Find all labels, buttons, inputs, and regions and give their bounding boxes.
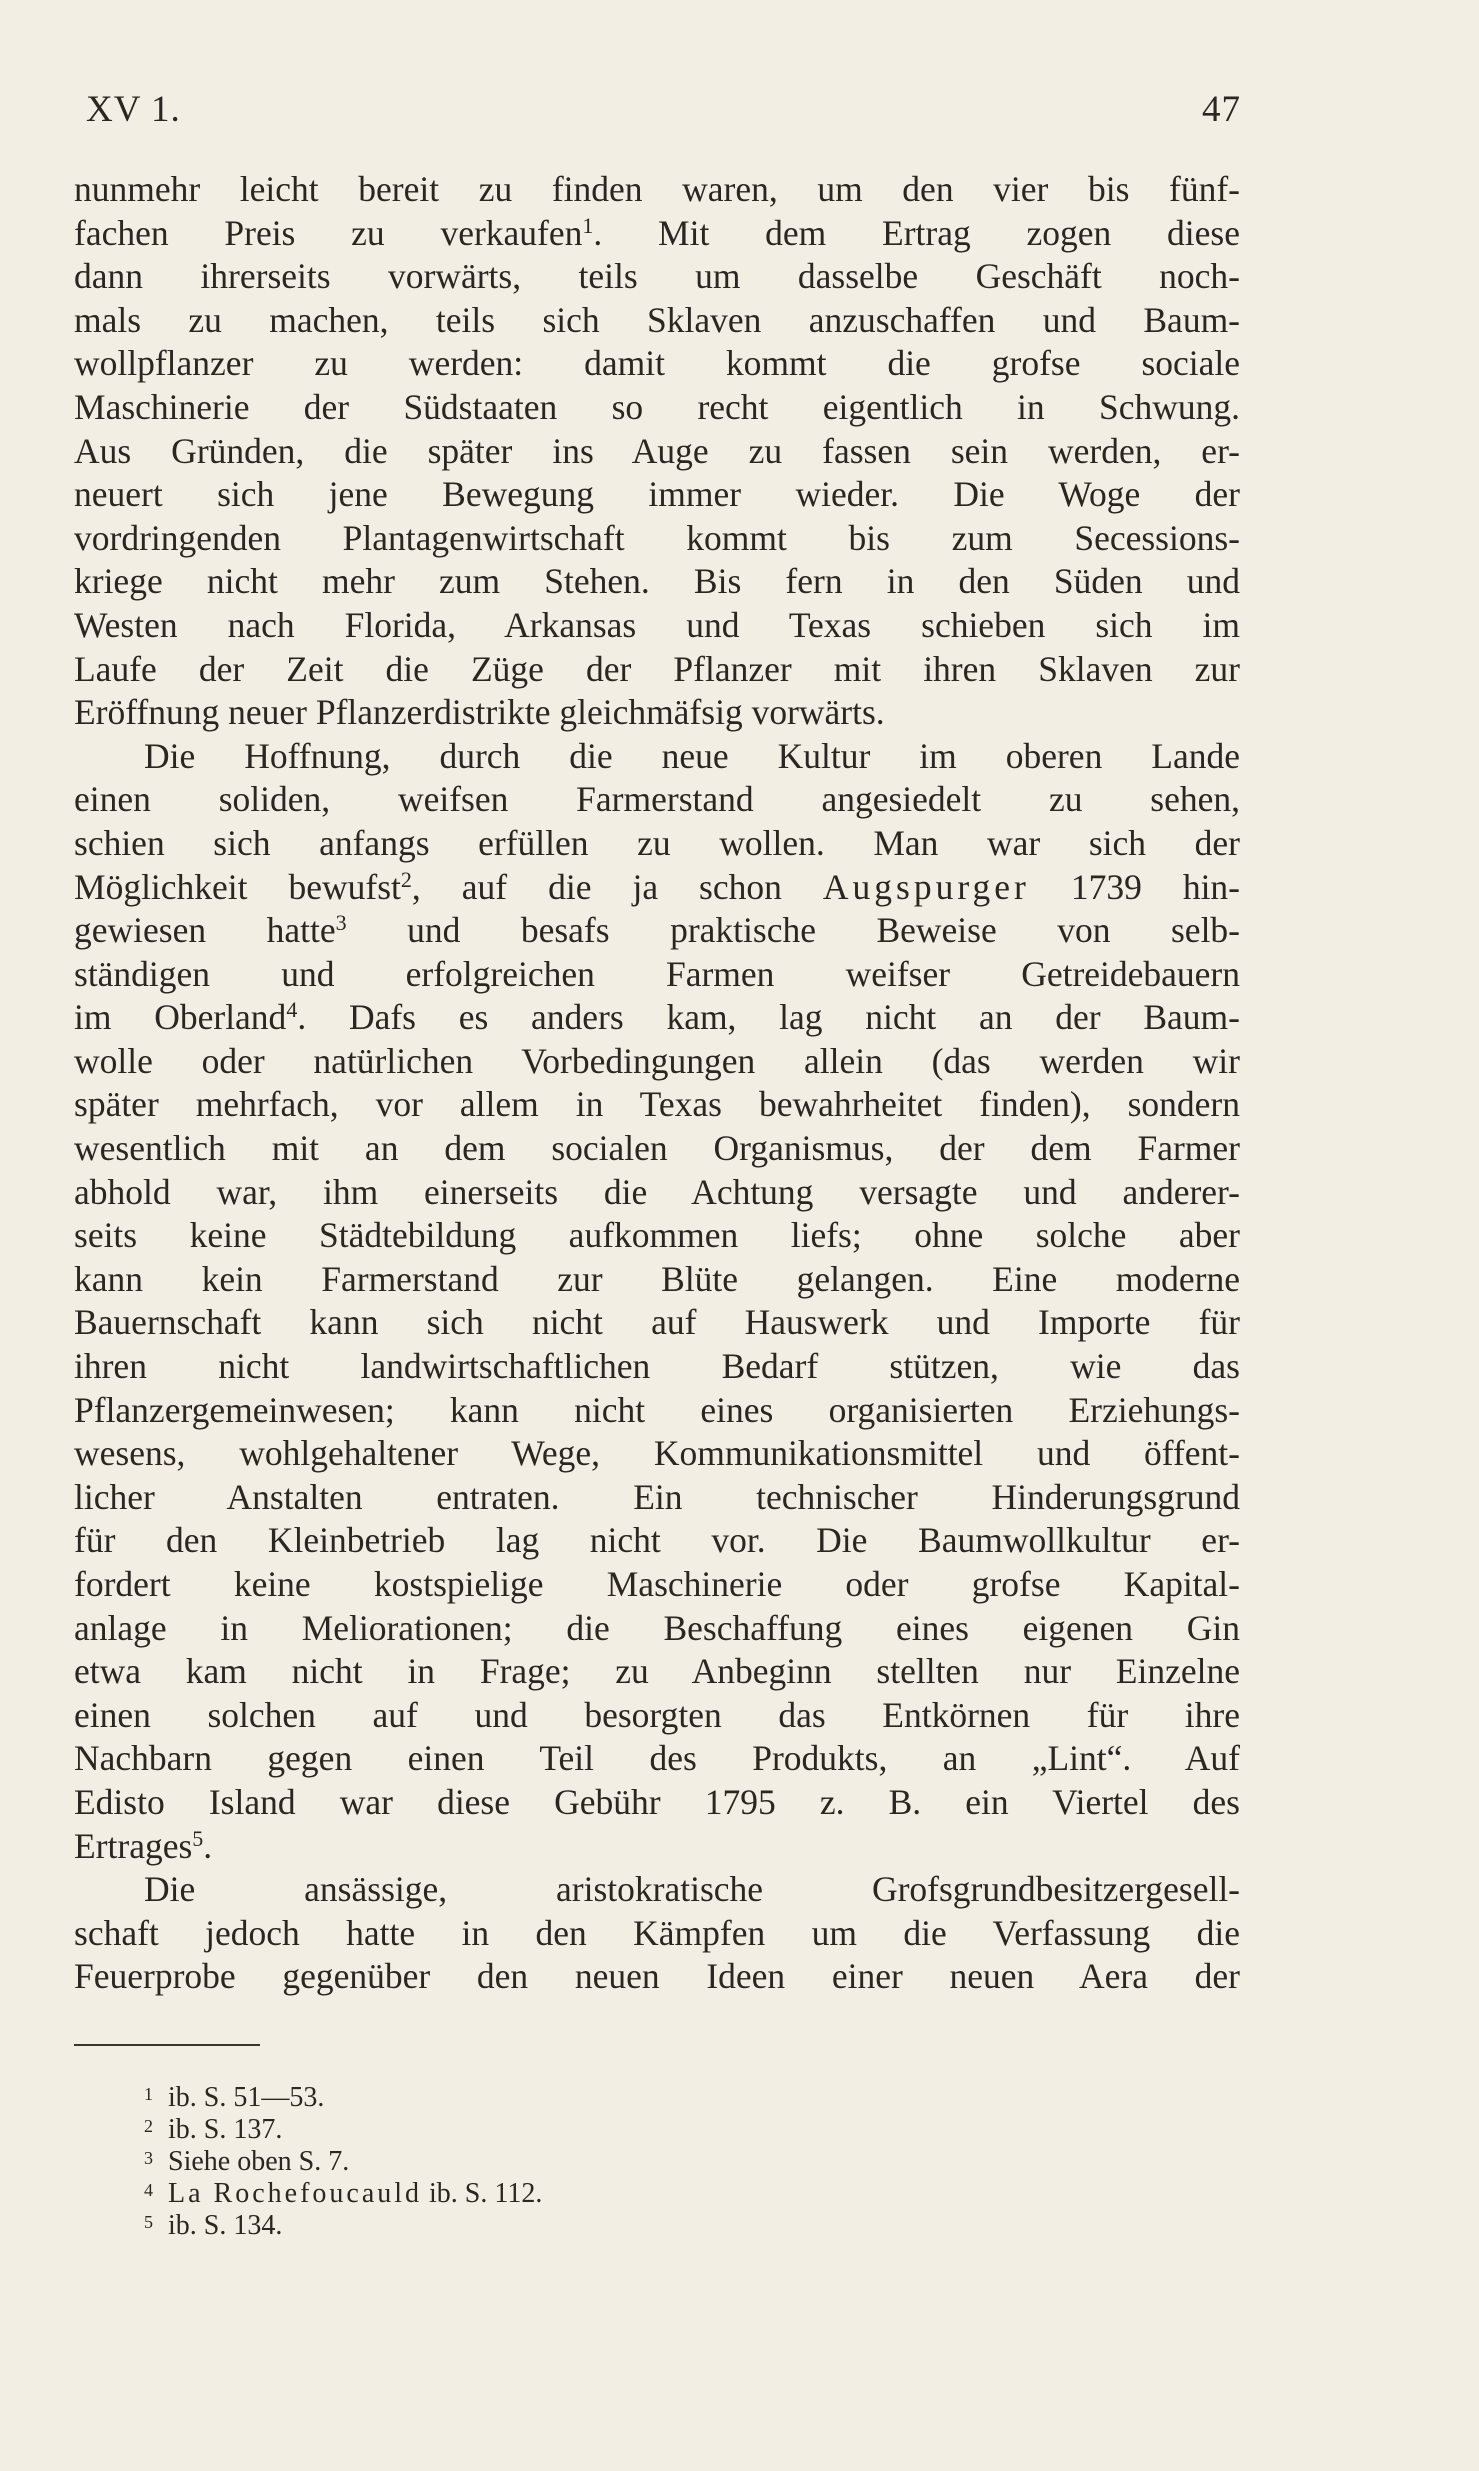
- footnote: [144, 2142, 844, 2177]
- text-line: wollpflanzer zu werden: damit kommt die grofse sociale: [74, 343, 1240, 384]
- page-number: 47: [1202, 89, 1241, 130]
- spaced-name: Augspurger: [822, 866, 1030, 907]
- footnote-text: ib. S. 112.: [422, 2178, 543, 2209]
- footnote: [144, 2174, 844, 2209]
- text-line: Bauernschaft kann sich nicht auf Hauswerk und Importe für: [74, 1302, 1240, 1343]
- text-line: Möglichkeit bewufst$^2$, auf die ja schon Augspurger 1739 hin-: [74, 866, 1241, 907]
- footnote-text: ib. S. 137.: [168, 2114, 283, 2145]
- text-line: Eröffnung neuer Pflanzerdistrikte gleichmäfsig vorwärts.: [74, 692, 885, 733]
- footnote-ref: 5: [192, 1825, 204, 1851]
- footnote-author: La Rochefoucauld: [168, 2178, 423, 2209]
- footnote-ref: 3: [335, 910, 347, 936]
- text-line: Pflanzergemeinwesen; kann nicht eines organisierten Erziehungs-: [74, 1389, 1240, 1430]
- footnote-text: ib. S. 51—53.: [168, 2082, 325, 2113]
- footnote-number: 1: [144, 2084, 153, 2104]
- footnote-ref: 4: [286, 997, 298, 1023]
- footnote-number: 2: [144, 2116, 153, 2136]
- footnote-number: 5: [144, 2212, 153, 2232]
- text-line: wolle oder natürlichen Vorbedingungen allein (das werden wir: [74, 1040, 1240, 1081]
- footnote-text: ib. S. 134.: [168, 2210, 283, 2241]
- footnote: [144, 2206, 844, 2241]
- volume-marker: XV 1.: [86, 89, 181, 130]
- text-line: Laufe der Zeit die Züge der Pflanzer mit ihren Sklaven zur: [74, 648, 1240, 689]
- text-line: später mehrfach, vor allem in Texas bewahrheitet finden), sondern: [74, 1084, 1240, 1125]
- text-line: abhold war, ihm einerseits die Achtung versagte und anderer-: [74, 1171, 1240, 1212]
- text-line: wesens, wohlgehaltener Wege, Kommunikationsmittel und öffent-: [74, 1433, 1240, 1474]
- text-line: kann kein Farmerstand zur Blüte gelangen. Eine moderne: [74, 1258, 1240, 1299]
- footnotes: [144, 2078, 844, 2241]
- text-line: für den Kleinbetrieb lag nicht vor. Die Baumwollkultur er-: [74, 1520, 1240, 1561]
- text-line: fachen Preis zu verkaufen$^1$. Mit dem Ertrag zogen diese: [74, 212, 1240, 253]
- text-line: vordringenden Plantagenwirtschaft kommt bis zum Secessions-: [74, 517, 1240, 558]
- text-line: ständigen und erfolgreichen Farmen weifser Getreidebauern: [74, 953, 1240, 994]
- footnote-text: Siehe oben S. 7.: [168, 2146, 350, 2177]
- footnote: [144, 2078, 844, 2113]
- text-line: im Oberland$^4$. Dafs es anders kam, lag nicht an der Baum-: [74, 997, 1240, 1038]
- text-line: kriege nicht mehr zum Stehen. Bis fern in den Süden und: [74, 561, 1240, 602]
- text-line: fordert keine kostspielige Maschinerie oder grofse Kapital-: [74, 1564, 1240, 1604]
- text-line: neuert sich jene Bewegung immer wieder. Die Woge der: [74, 474, 1240, 515]
- text-line: Die ansässige, aristokratische Grofsgrundbesitzergesell-: [144, 1869, 1240, 1910]
- text-line: wesentlich mit an dem socialen Organismus, der dem Farmer: [74, 1128, 1240, 1169]
- text-line: schien sich anfangs erfüllen zu wollen. Man war sich der: [74, 822, 1240, 863]
- text-line: etwa kam nicht in Frage; zu Anbeginn stellten nur Einzelne: [74, 1651, 1240, 1692]
- text-line: seits keine Städtebildung aufkommen liefs; ohne solche aber: [74, 1215, 1240, 1256]
- footnote-number: 3: [144, 2148, 153, 2168]
- text-line: Feuerprobe gegenüber den neuen Ideen einer neuen Aera der: [74, 1956, 1240, 1997]
- text-line: anlage in Meliorationen; die Beschaffung eines eigenen Gin: [74, 1607, 1240, 1648]
- text-line: Maschinerie der Südstaaten so recht eigentlich in Schwung.: [74, 386, 1240, 427]
- text-line: mals zu machen, teils sich Sklaven anzuschaffen und Baum-: [74, 299, 1240, 340]
- text-line: Nachbarn gegen einen Teil des Produkts, an „Lint“. Auf: [74, 1738, 1240, 1779]
- main-text: [74, 168, 1240, 1999]
- text-line: ihren nicht landwirtschaftlichen Bedarf stützen, wie das: [74, 1346, 1240, 1387]
- running-header: [86, 88, 1241, 138]
- footnote: [144, 2110, 844, 2145]
- text-line: schaft jedoch hatte in den Kämpfen um die Verfassung die: [74, 1912, 1240, 1953]
- text-line: einen solchen auf und besorgten das Entkörnen für ihre: [74, 1694, 1240, 1735]
- text-line: dann ihrerseits vorwärts, teils um dasselbe Geschäft noch-: [74, 256, 1240, 297]
- text-line: Die Hoffnung, durch die neue Kultur im oberen Lande: [144, 735, 1240, 776]
- text-line: Westen nach Florida, Arkansas und Texas schieben sich im: [74, 604, 1240, 645]
- text-line: licher Anstalten entraten. Ein technischer Hinderungsgrund: [74, 1476, 1240, 1517]
- footnote-ref: 2: [400, 866, 412, 892]
- text-line: Edisto Island war diese Gebühr 1795 z. B. ein Viertel des: [74, 1781, 1240, 1822]
- text-line: Ertrages$^5$.: [74, 1825, 213, 1866]
- text-line: nunmehr leicht bereit zu finden waren, um den vier bis fünf-: [74, 169, 1240, 209]
- footnote-divider: [74, 2044, 260, 2046]
- text-line: gewiesen hatte$^3$ und besafs praktische Beweise von selb-: [74, 910, 1241, 951]
- text-line: einen soliden, weifsen Farmerstand angesiedelt zu sehen,: [74, 779, 1240, 820]
- footnote-ref: 1: [582, 212, 594, 238]
- footnote-number: 4: [144, 2180, 153, 2200]
- text-line: Aus Gründen, die später ins Auge zu fassen sein werden, er-: [74, 430, 1240, 471]
